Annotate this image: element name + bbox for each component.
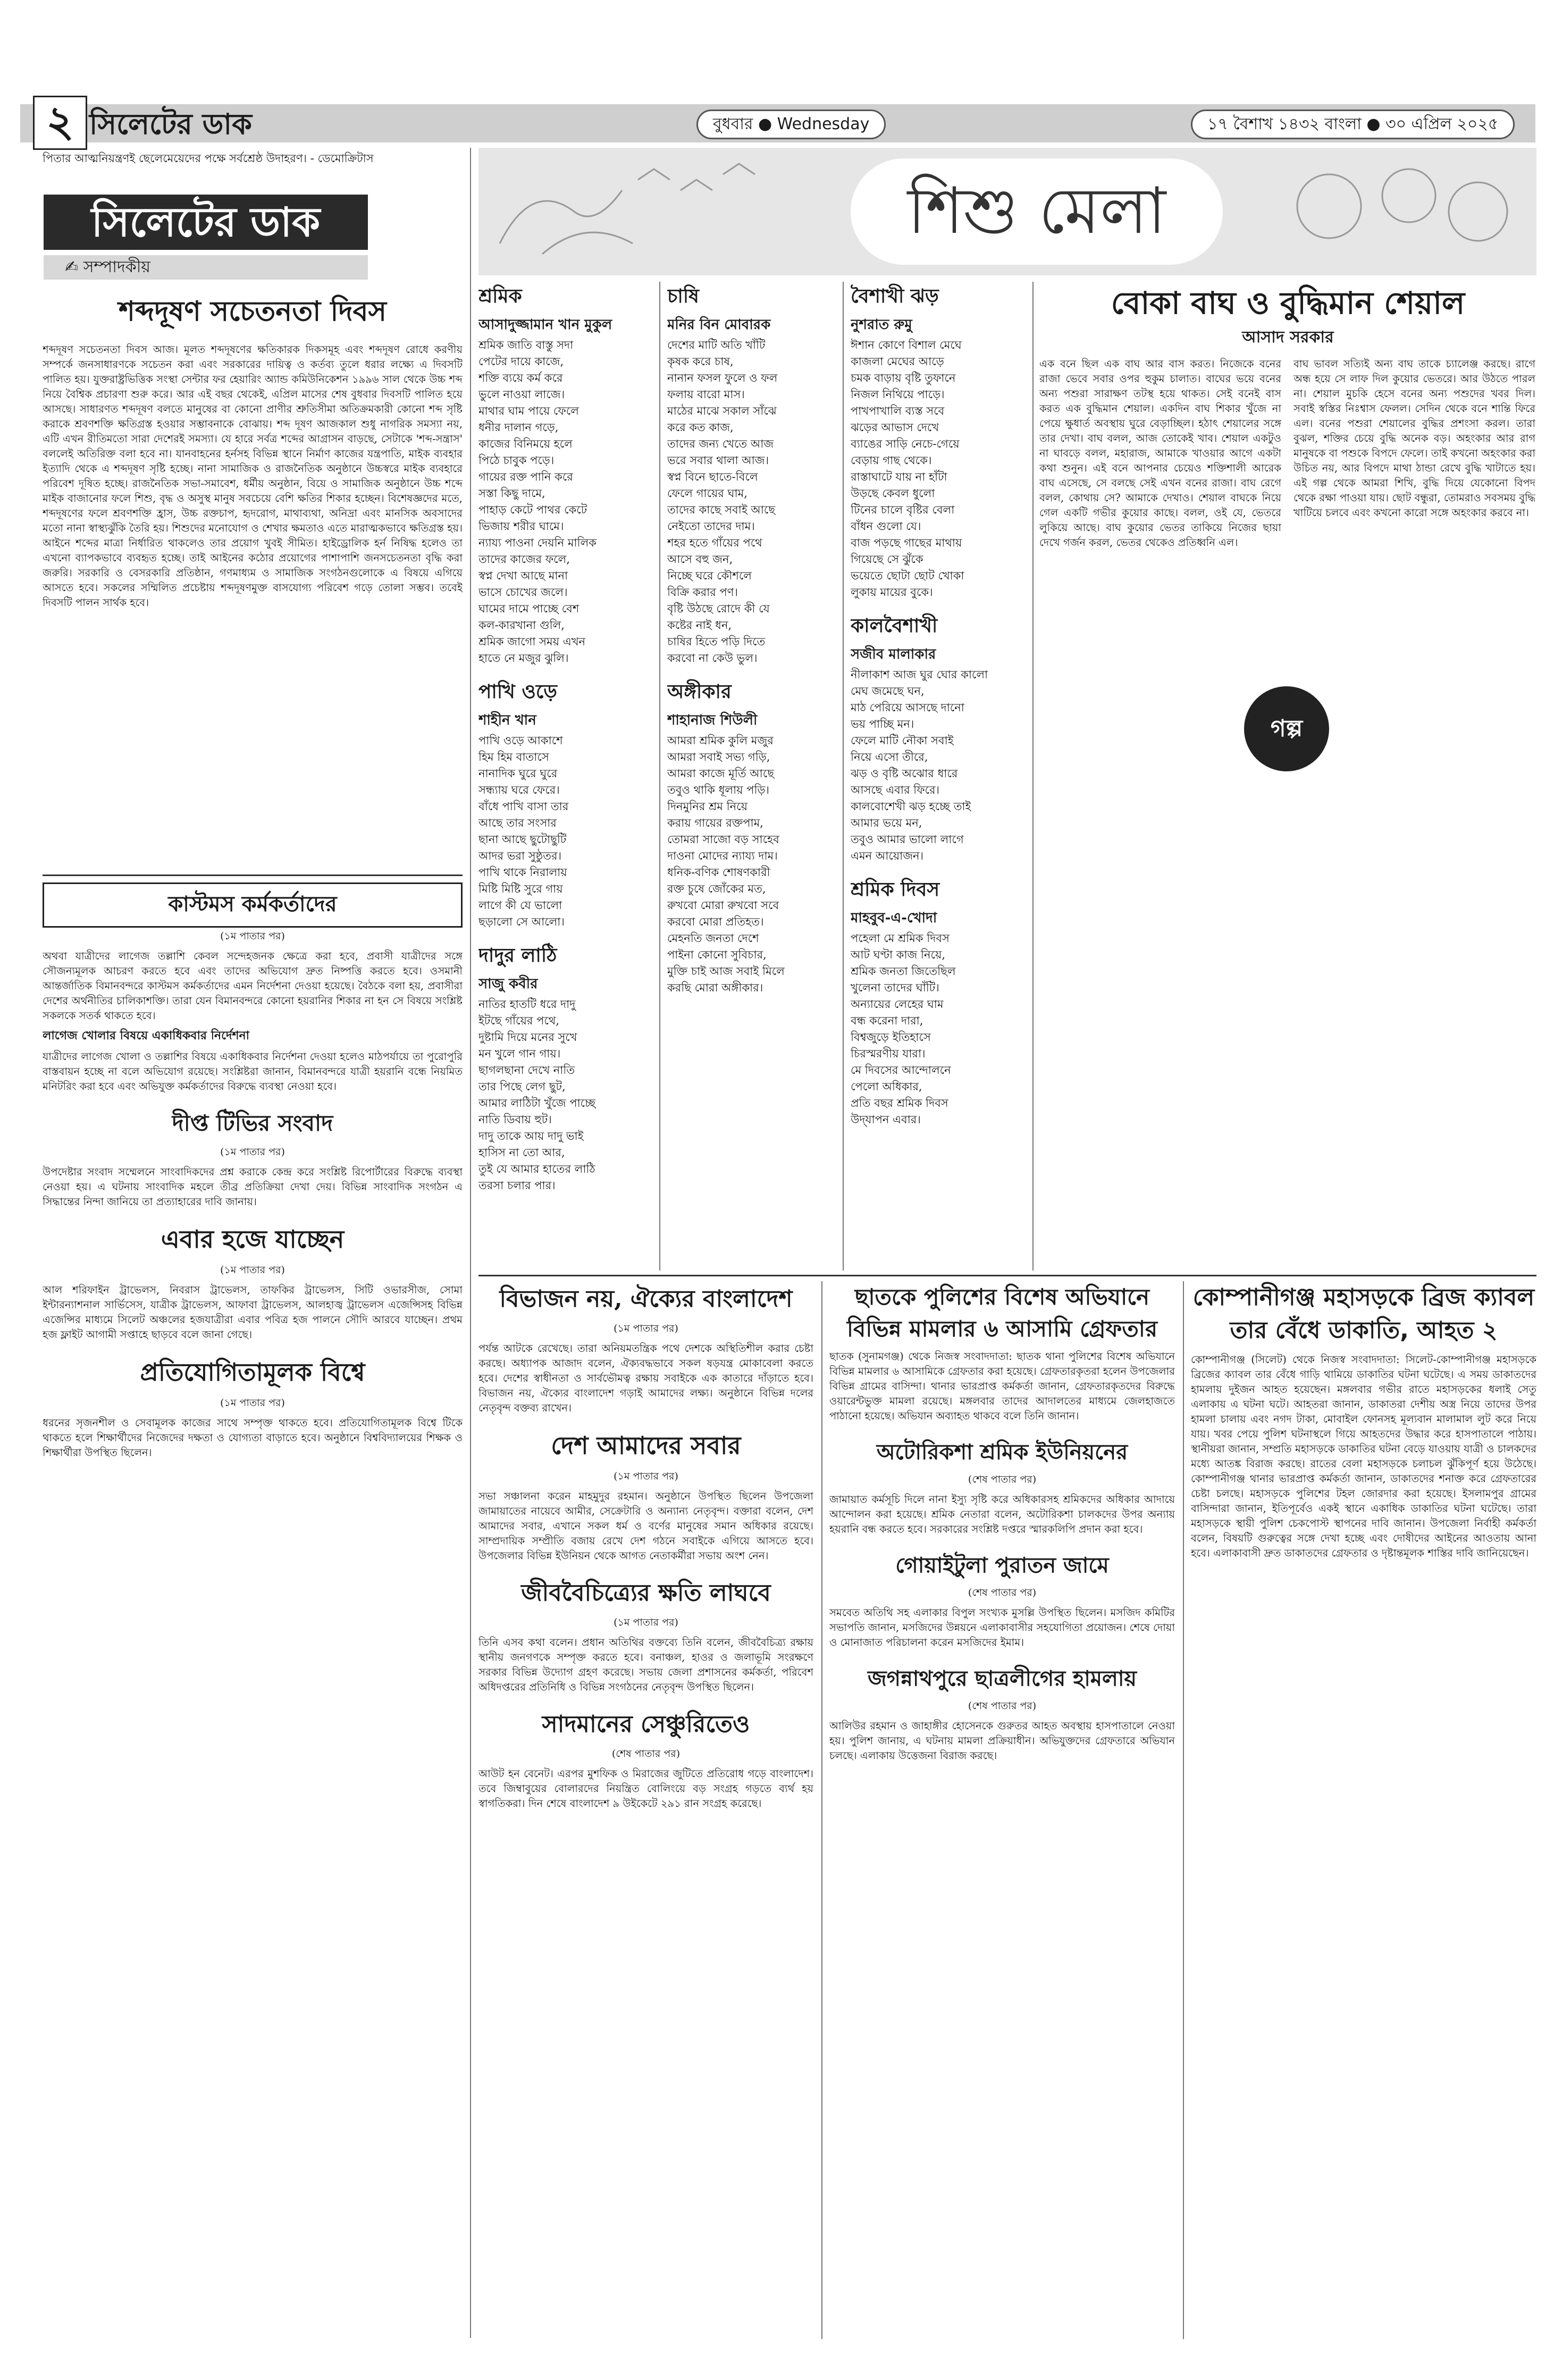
article-title: কাস্টমস কর্মকর্তাদের — [43, 882, 463, 928]
article-body: পর্যন্ত আটকে রেখেছে। তারা অনিয়মতন্ত্রিক পথে দেশকে অস্থিতিশীল করার চেষ্টা করছে। অধ্যাপক আজাদ বলেন, ঐক্যবদ্ধভাবে সকল ষড়যন্ত্র মোকাবেলা করতে হবে। দেশের স্বাধীনতা ও সার্বভৌমত্ব রক্ষায় সবাইকে এক কাতারে দাঁড়াতে হবে। বিভাজন নয়, ঐক্যের বাংলাদেশ গড়াই আমাদের লক্ষ্য। অনুষ্ঠানে বিভিন্ন দলের নেতৃবৃন্দ বক্তব্য রাখেন। — [478, 1342, 813, 1414]
poem-author: আসাদুজ্জামান খান মুকুল — [478, 317, 612, 333]
article-body: আল শরিফাইন ট্রাভেলস, নিবরাস ট্রাভেলস, তাফকির ট্রাভেলস, সিটি ওভারসীজ, সোমা ইন্টারন্যাশনাল সার্ভিসেস, যাত্রীক ট্রাভেলস, আফাবা ট্রাভেলস, আলহাজ্ব ট্রাভেলস এজেন্সিসহ বিভিন্ন এজেন্সির মাধ্যমে সিলেট অঞ্চলের হজযাত্রীরা এবার পবিত্র হজ পালনে সৌদি আরবে যাচ্ছেন। প্রথম হজ ফ্লাইট আগামী সপ্তাহে ছাড়বে বলে জানা গেছে। — [43, 1284, 463, 1341]
article-title: ছাতকে পুলিশের বিশেষ অভিযানে বিভিন্ন মামলার ৬ আসামি গ্রেফতার — [846, 1284, 1158, 1342]
news-column — [478, 1281, 813, 2339]
poem-column — [667, 282, 837, 1271]
poem-title: অঙ্গীকার — [667, 681, 732, 703]
article-body: উপদেষ্টার সংবাদ সম্মেলনে সাংবাদিকদের প্রশ্ন করাকে কেন্দ্র করে সংশ্লিষ্ট রিপোর্টারের বিরুদ্ধে ব্যবস্থা নেওয়া হয়। এ ঘটনায় সাংবাদিক মহলে তীব্র প্রতিক্রিয়া দেখা দেয়। বিভিন্ন সাংবাদিক সংগঠন এ সিদ্ধান্তের নিন্দা জানিয়ে তা প্রত্যাহারের দাবি জানায়। — [43, 1166, 463, 1208]
left-article-list — [43, 882, 463, 2339]
editorial-title: শব্দদূষণ সচেতনতা দিবস — [119, 295, 387, 327]
article-body: তিনি এসব কথা বলেন। প্রধান অতিথির বক্তব্যে তিনি বলেন, জীববৈচিত্র্য রক্ষায় স্থানীয় জনগণকে সম্পৃক্ত করতে হবে। বনাঞ্চল, হাওর ও জলাভূমি সংরক্ষণে সরকার বিভিন্ন উদ্যোগ গ্রহণ করেছে। সভায় জেলা প্রশাসনের কর্মকর্তা, পরিবেশ অধিদপ্তরের প্রতিনিধি ও বিভিন্ন সংগঠনের নেতৃবৃন্দ উপস্থিত ছিলেন। — [478, 1636, 813, 1693]
poem-author: মাহবুব-এ-খোদা — [851, 910, 937, 926]
article-title: গোয়াইটুলা পুরাতন জামে — [895, 1553, 1109, 1578]
poem-column — [478, 282, 654, 1271]
continued-label: (শেষ পাতার পর) — [968, 1474, 1037, 1485]
editorial-body: শব্দদূষণ সচেতনতা দিবস আজ। মূলত শব্দদূষণের ক্ষতিকারক দিকসমূহ এবং শব্দদূষণ রোধে করণীয় সম্পর্কে জনসাধারণকে সচেতন করা এবং সরকারের দায়িত্ব ও কর্তব্য তুলে ধরার লক্ষ্যে এ দিবসটি পালিত হয়। যুক্তরাষ্ট্রভিত্তিক সংস্থা সেন্টার ফর হেয়ারিং অ্যান্ড কমিউনিকেশন ১৯৯৬ সাল থেকে উচ্চ শব্দ নিয়ে বৈশ্বিক প্রচারণা শুরু করে। আর এই বছর থেকেই, এপ্রিল মাসের শেষ বুধবার দিবসটি পালিত হয়ে আসছে। সাধারণত শব্দদূষণ বলতে মানুষের বা কোনো প্রাণীর শ্রুতিসীমা অতিক্রমকারী কোনো শব্দ সৃষ্টি করাকে শ্রবণশক্তি ক্ষতিগ্রস্ত হওয়ার সম্ভাবনাকে বোঝায়। শব্দ দূষণ আজকাল শুধু নাগরিক সমস্যা নয়, এটি এখন রীতিমতো সারা দেশেরই সমস্যা। যে হারে সর্বত্র শব্দের আগ্রাসন বাড়ছে, সেটাকে 'শব্দ-সন্ত্রাস' বললেই অতিরিক্ত বলা হবে না। যানবাহনের হর্নসহ বিভিন্ন স্থানে নির্মাণ কাজের যন্ত্রপাতি, মাইক ব্যবহার ইত্যাদি থেকে এ শব্দদূষণ সৃষ্টি হচ্ছে। নানা সামাজিক ও রাজনৈতিক অনুষ্ঠানে উচ্চস্বরে মাইক ব্যবহারে পরিবেশ দূষিত হচ্ছে। রাজনৈতিক সভা-সমাবেশ, ধর্মীয় অনুষ্ঠান, বিয়ে ও সামাজিক অনুষ্ঠানে উচ্চ শব্দে মাইক বাজানোর ফলে শিশু, বৃদ্ধ ও অসুস্থ মানুষ সবচেয়ে বেশি ক্ষতির শিকার হচ্ছেন। বিশেষজ্ঞদের মতে, শব্দদূষণের ফলে শ্রবণশক্তি হ্রাস, উচ্চ রক্তচাপ, হৃদরোগ, মাথাব্যথা, অনিদ্রা এবং মানসিক অবসাদের মতো নানা স্বাস্থ্যঝুঁকি তৈরি হয়। শিশুদের মনোযোগ ও শেখার ক্ষমতাও এতে মারাত্মকভাবে ক্ষতিগ্রস্ত হয়। আইনে শব্দের মাত্রা নির্ধারিত থাকলেও তার প্রয়োগ খুবই সীমিত। হাইড্রোলিক হর্ন নিষিদ্ধ হলেও তা এখনো ব্যাপকভাবে ব্যবহৃত হচ্ছে। তাই আইনের কঠোর প্রয়োগের পাশাপাশি জনসচেতনতা বৃদ্ধি করা জরুরি। সরকারি ও বেসরকারি প্রতিষ্ঠান, গণমাধ্যম ও সামাজিক সংগঠনগুলোকে এ বিষয়ে এগিয়ে আসতে হবে। সকলের সম্মিলিত প্রচেষ্টায় শব্দদূষণমুক্ত বাসযোগ্য পরিবেশ গড়ে তোলা সম্ভব। তবেই দিবসটি পালন সার্থক হবে। — [43, 343, 463, 609]
article-title: প্রতিযোগিতামূলক বিশ্বে — [140, 1358, 365, 1386]
poem-author: মনির বিন মোবারক — [667, 317, 771, 333]
editorial-section — [43, 290, 463, 867]
poem-text: ঈশান কোণে বিশাল মেঘে কাজলা মেঘের আড়ে চমক বাড়ায় বৃষ্টি তুফানে নিজল নিথিয়ে পাড়ে। পাখপাখালি ব্যস্ত সবে ঝড়ের আভাস দেখে ব্যাঙের সাড়ি নেচে-গেয়ে বেড়ায় গাছ থেকে। রাস্তাঘাটে যায় না হাঁটা উড়ছে কেবল ধুলো টিনের চালে বৃষ্টির বেলা বাঁধন গুলো যে। বাজ পড়ছে গাছের মাথায় গিয়েছে সে ঝুঁকে ভয়েতে ছোটা ছোট খোকা লুকায় মায়ের বুকে। — [851, 339, 964, 599]
article-body: ছাতক (সুনামগঞ্জ) থেকে নিজস্ব সংবাদদাতা: ছাতক থানা পুলিশের বিশেষ অভিযানে বিভিন্ন মামলার ৬ আসামিকে গ্রেফতার করা হয়েছে। গ্রেফতারকৃতরা হলেন উপজেলার বিভিন্ন গ্রামের বাসিন্দা। থানার ভারপ্রাপ্ত কর্মকর্তা জানান, গ্রেফতারকৃতদের বিরুদ্ধে ওয়ারেন্টভুক্ত মামলা রয়েছে। মঙ্গলবার তাদের আদালতের মাধ্যমে জেলহাজতে পাঠানো হয়েছে। অভিযান অব্যাহত থাকবে বলে তিনি জানান। — [829, 1350, 1175, 1422]
poem-title: চাষি — [667, 285, 700, 307]
continued-label: (১ম পাতার পর) — [220, 1146, 285, 1158]
article-title: অটোরিকশা শ্রমিক ইউনিয়নের — [876, 1440, 1128, 1465]
article-title: দেশ আমাদের সবার — [551, 1431, 741, 1460]
article-body: জামায়াত কর্মসূচি দিলে নানা ইস্যু সৃষ্টি করে অধিকারসহ শ্রমিকদের অধিকার আদায়ে আন্দোলন করা হয়েছে। শ্রমিক নেতারা বলেন, অটোরিকশা চালকদের উপর অন্যায় হয়রানি বন্ধ করতে হবে। সরকারের সংশ্লিষ্ট দপ্তরে স্মারকলিপি প্রদান করা হবে। — [829, 1493, 1175, 1535]
poem-title: পাখি ওড়ে — [478, 681, 558, 703]
story-text: বাঘ ভাবল সত্যিই অন্য বাঘ তাকে চ্যালেঞ্জ করছে। রাগে অন্ধ হয়ে সে লাফ দিল কুয়োর ভেতরে। আর উঠতে পারল না। শেয়াল মুচকি হেসে বনের অন্য পশুদের খবর দিল। সবাই স্বস্তির নিঃশ্বাস ফেলল। সেদিন থেকে বনে শান্তি ফিরে এল। বনের পশুরা শেয়ালের বুদ্ধির প্রশংসা করল। তারা বুঝল, শক্তির চেয়ে বুদ্ধি অনেক বড়। অহংকার আর রাগ মানুষকে বা পশুকে বিপদে ফেলে। তাই কখনো অহংকার করা উচিত নয়, আর বিপদে মাথা ঠান্ডা রেখে বুদ্ধি খাটাতে হয়। এই গল্প থেকে আমরা শিখি, বুদ্ধি দিয়ে যেকোনো বিপদ থেকে রক্ষা পাওয়া যায়। ছোট বন্ধুরা, তোমরাও সবসময় বুদ্ধি খাটিয়ে চলবে এবং কখনো কারো সঙ্গে অহংকার করবে না। — [1293, 358, 1535, 519]
article-title: কোম্পানীগঞ্জ মহাসড়কে ব্রিজ ক্যাবল তার বেঁধে ডাকাতি, আহত ২ — [1192, 1284, 1535, 1344]
poem-author: নুশরাত রুমু — [851, 317, 912, 333]
poem-title: শ্রমিক — [478, 285, 522, 307]
continued-label: (শেষ পাতার পর) — [611, 1748, 681, 1760]
poem-title: শ্রমিক দিবস — [851, 879, 940, 901]
poem-text: নীলাকাশ আজ ঘুর ঘোর কালো মেঘ জমেছে ঘন, মাঠ পেরিয়ে আসছে দানো ভয় পাচ্ছি মন। ফেলে মাটি নৌকা সবাই নিয়ে এসো তীরে, ঝড় ও বৃষ্টি অঝোর ধারে আসছে এবার ফিরে। কালবোশেখী ঝড় হচ্ছে তাই আমার ভয়ে মন, তবুও আমার ভালো লাগে এমন আয়োজন। — [851, 668, 988, 862]
article-body: আলিউর রহমান ও জাহাঙ্গীর হোসেনকে গুরুতর আহত অবস্থায় হাসপাতালে নেওয়া হয়। পুলিশ জানায়, এ ঘটনায় মামলা প্রক্রিয়াধীন। অভিযুক্তদের গ্রেফতারে অভিযান চলছে। এলাকায় উত্তেজনা বিরাজ করছে। — [829, 1720, 1175, 1762]
banner-title: শিশু মেলা — [851, 158, 1223, 265]
story-author: আসাদ সরকার — [1242, 328, 1334, 347]
poem-text: আমরা শ্রমিক কুলি মজুর আমরা সবাই সভ্য গড়ি, আমরা কাজে মূর্তি আছে তবুও থাকি ধূলায় পড়ি। দিনমুনির শ্রম নিয়ে করায় গায়ের রক্তপাম, তোমরা সাজো বড় সাহেব দাওনা মোদের ন্যায্য দাম। ধনিক-বণিক শোষণকারী রক্ত চুষে জোঁকের মত, রুখবো মোরা রুখবো সবে করবো মোরা প্রতিহত। মেহনতি জনতা দেশে পাইনা কোনো সুবিচার, মুক্তি চাই আজ সবাই মিলে করছি মোরা অঙ্গীকার। — [667, 734, 785, 994]
news-column — [1191, 1281, 1536, 2339]
story-section — [1039, 282, 1536, 1271]
continued-label: (১ম পাতার পর) — [220, 1397, 285, 1409]
article-body: সভা সঞ্চালনা করেন মাহমুদুর রহমান। অনুষ্ঠানে উপস্থিত ছিলেন উপজেলা জামায়াতের নায়েবে আমীর, সেক্রেটারি ও অন্যান্য নেতৃবৃন্দ। বক্তারা বলেন, দেশ আমাদের সবার, এখানে সকল ধর্ম ও বর্ণের মানুষের সমান অধিকার রয়েছে। সাম্প্রদায়িক সম্প্রীতি বজায় রেখে দেশ গঠনে সবাইকে এগিয়ে আসতে হবে। উপজেলার বিভিন্ন ইউনিয়ন থেকে আগত নেতাকর্মীরা সভায় অংশ নেন। — [478, 1490, 813, 1562]
date-label: ১৭ বৈশাখ ১৪৩২ বাংলা ● ৩০ এপ্রিল ২০২৫ — [1191, 110, 1515, 139]
continued-label: (১ম পাতার পর) — [614, 1323, 678, 1334]
continued-label: (১ম পাতার পর) — [220, 1264, 285, 1276]
poem-author: সজীব মালাকার — [851, 646, 936, 662]
article-title: দীপ্ত টিভির সংবাদ — [172, 1110, 333, 1136]
article-body: কোম্পানীগঞ্জ (সিলেট) থেকে নিজস্ব সংবাদদাতা: সিলেট-কোম্পানীগঞ্জ মহাসড়কে ব্রিজের ক্যাবল তার বেঁধে গাড়ি থামিয়ে ডাকাতির ঘটনা ঘটেছে। এ সময় ডাকাতদের হামলায় দুইজন আহত হয়েছেন। মঙ্গলবার গভীর রাতে মহাসড়কের ধলাই সেতু এলাকায় এ ঘটনা ঘটে। আহতরা জানান, ডাকাতরা দেশীয় অস্ত্র নিয়ে তাদের উপর হামলা চালায় এবং নগদ টাকা, মোবাইল ফোনসহ মূল্যবান মালামাল লুট করে নিয়ে যায়। খবর পেয়ে পুলিশ ঘটনাস্থলে গিয়ে আহতদের উদ্ধার করে হাসপাতালে পাঠায়। স্থানীয়রা জানান, সম্প্রতি মহাসড়কে ডাকাতির ঘটনা বেড়ে যাওয়ায় যাত্রী ও চালকদের মধ্যে আতঙ্ক বিরাজ করছে। রাতের বেলা মহাসড়কে চলাচল ঝুঁকিপূর্ণ হয়ে উঠেছে। কোম্পানীগঞ্জ থানার ভারপ্রাপ্ত কর্মকর্তা জানান, ডাকাতদের শনাক্ত করে গ্রেফতারের চেষ্টা চলছে। মহাসড়কে পুলিশের টহল জোরদার করা হয়েছে। ইসলামপুর গ্রামের বাসিন্দারা জানান, ইতিপূর্বেও একই স্থানে একাধিক ডাকাতির ঘটনা ঘটেছে। তারা মহাসড়কে স্থায়ী পুলিশ চেকপোস্ট স্থাপনের দাবি জানান। উপজেলা নির্বাহী কর্মকর্তা বলেন, বিষয়টি গুরুত্বের সঙ্গে দেখা হচ্ছে এবং দোষীদের আইনের আওতায় আনা হবে। এলাকাবাসী দ্রুত ডাকাতদের গ্রেফতার ও দৃষ্টান্তমূলক শাস্তির দাবি জানিয়েছেন। — [1191, 1353, 1536, 1559]
continued-label: (১ম পাতার পর) — [614, 1470, 678, 1482]
editorial-logo: সিলেটের ডাক — [44, 195, 368, 250]
poem-title: বৈশাখী ঝড় — [851, 285, 939, 307]
story-title: বোকা বাঘ ও বুদ্ধিমান শেয়াল — [1111, 285, 1465, 321]
article-title: জগন্নাথপুরে ছাত্রলীগের হামলায় — [868, 1666, 1137, 1691]
article-body: অথবা যাত্রীদের লাগেজ তল্লাশি কেবল সন্দেহজনক ক্ষেত্রে করা হবে, প্রবাসী যাত্রীদের সঙ্গে সৌজন্যমূলক আচরণ করতে হবে এবং তাদের অভিযোগ দ্রুত নিষ্পত্তি করতে হবে। ওসমানী আন্তর্জাতিক বিমানবন্দরে কাস্টমস কর্মকর্তাদের এমন নির্দেশনা দেওয়া হয়েছে। বৈঠকে বলা হয়, প্রবাসীরা দেশের অর্থনীতির চালিকাশক্তি। তারা যেন বিমানবন্দরে কোনো হয়রানির শিকার না হন সে বিষয়ে সংশ্লিষ্ট সকলকে সতর্ক থাকতে হবে। — [43, 950, 463, 1022]
pen-icon: ✍ — [65, 258, 83, 276]
article-title: এবার হজে যাচ্ছেন — [161, 1225, 345, 1254]
article-body: সমবেত অতিথি সহ এলাকার বিপুল সংখ্যক মুসল্লি উপস্থিত ছিলেন। মসজিদ কমিটির সভাপতি জানান, মসজিদের উন্নয়নে এলাকাবাসীর সহযোগিতা প্রয়োজন। শেষে দোয়া ও মোনাজাত পরিচালনা করেন মসজিদের ইমাম। — [829, 1607, 1175, 1649]
poem-title: কালবৈশাখী — [851, 615, 938, 637]
article-subhead: লাগেজ খোলার বিষয়ে একাধিকবার নির্দেশনা — [43, 1029, 250, 1042]
article-body: ধরনের সৃজনশীল ও সেবামূলক কাজের সাথে সম্পৃক্ত থাকতে হবে। প্রতিযোগিতামূলক বিশ্বে টিকে থাকতে হলে শিক্ষার্থীদের নিজেদের দক্ষতা ও যোগ্যতা বাড়াতে হবে। অনুষ্ঠানে বিশ্ববিদ্যালয়ের শিক্ষক ও শিক্ষার্থীরা উপস্থিত ছিলেন। — [43, 1417, 463, 1459]
continued-label: (শেষ পাতার পর) — [968, 1587, 1037, 1599]
article-body: যাত্রীদের লাগেজ খোলা ও তল্লাশির বিষয়ে একাধিকবার নির্দেশনা দেওয়া হলেও মাঠপর্যায়ে তা পুরোপুরি বাস্তবায়ন হচ্ছে না বলে অভিযোগ রয়েছে। সংশ্লিষ্টরা জানান, বিমানবন্দরে যাত্রী হয়রানি বন্ধে নিয়মিত মনিটরিং করা হবে এবং অভিযুক্ত কর্মকর্তাদের বিরুদ্ধে ব্যবস্থা নেওয়া হবে। — [43, 1050, 463, 1092]
poem-author: শাহীন খান — [478, 712, 536, 728]
story-badge: গল্প — [1244, 686, 1329, 771]
poem-text: পাখি ওড়ে আকাশে হিম হিম বাতাসে নানাদিক ঘুরে ঘুরে সন্ধ্যায় ঘরে ফেরে। বাঁধে পাখি বাসা তার আছে তার সংসার ছানা আছে ছুটোছুটি আদর ভরা সুষ্ঠুতর। পাখি থাকে নিরালায় মিষ্টি মিষ্টি সুরে গায় লাগে কী যে ভালো ছড়ালো সে আলো। — [478, 734, 569, 928]
poem-author: শাহানাজ শিউলী — [667, 712, 758, 728]
poem-column — [851, 282, 1026, 1271]
article-title: সাদমানের সেঞ্চুরিতেও — [542, 1711, 750, 1738]
weekday-label: বুধবার ● Wednesday — [696, 110, 886, 139]
page-number: ২ — [33, 96, 87, 150]
poem-text: পহেলা মে শ্রমিক দিবস আট ঘণ্টা কাজ নিয়ে, শ্রমিক জনতা জিতেছিল খুলেনা তাদের ঘাঁটি। অন্যায়ের লেহের ঘাম বন্ধ করেনা দারা, বিশ্বজুড়ে ইতিহাসে চিরস্মরণীয় যারা। মে দিবসের আন্দোলনে পেলো অধিকার, প্রতি বছর শ্রমিক দিবস উদ্‌যাপন এবার। — [851, 932, 956, 1126]
story-text: এক বনে ছিল এক বাঘ আর বাস করত। নিজেকে বনের রাজা ভেবে সবার ওপর হুকুম চালাত। বাঘের ভয়ে বনের অন্য পশুরা সারাক্ষণ তটস্থ হয়ে থাকত। সেই বনেই বাস করত এক বুদ্ধিমান শেয়াল। একদিন বাঘ শিকার খুঁজে না পেয়ে ক্ষুধার্ত অবস্থায় ঘুরে বেড়াচ্ছিল। হঠাৎ শেয়ালের সঙ্গে তার দেখা। বাঘ বলল, আজ তোকেই খাব। শেয়াল একটুও না ঘাবড়ে বলল, মহারাজ, আমাকে খাওয়ার আগে একটা কথা শুনুন। এই বনে আপনার চেয়েও শক্তিশালী আরেক বাঘ এসেছে, সে বলছে সেই এখন বনের রাজা। বাঘ রেগে বলল, কোথায় সে? আমাকে দেখাও। শেয়াল বাঘকে নিয়ে গেল একটি গভীর কুয়োর কাছে। বলল, ওই যে, ভেতরে লুকিয়ে আছে। বাঘ কুয়োর ভেতর তাকিয়ে নিজের ছায়া দেখে গর্জন করল, ভেতর থেকেও প্রতিধ্বনি এল। — [1039, 358, 1281, 549]
shishu-mela-banner — [478, 148, 1536, 275]
poem-text: দেশের মাটি অতি খাঁটি কৃষক করে চাষ, নানান ফসল ফুলে ও ফল ফলায় বারো মাস। মাঠের মাঝে সকাল সাঁঝে করে কত কাজ, তাদের জন্য খেতে আজ ভরে সবার থালা আজ। স্বপ্ন বিনে ছাতে-বিলে ফেলে গায়ের ঘাম, তাদের কাছে সবাই আছে নেইতো তাদের দাম। শহর হতে গাঁয়ের পথে আসে বহু জন, নিচ্ছে ঘরে কৌশলে বিক্রি করার পণ। বৃষ্টি উঠছে রোদে কী যে কষ্টের নাই ধন, চাষির হিতে পড়ি দিতে করবো না কেউ ভুল। — [667, 339, 778, 665]
article-title: বিভাজন নয়, ঐক্যের বাংলাদেশ — [499, 1285, 793, 1313]
poem-title: দাদুর লাঠি — [478, 945, 557, 966]
poem-author: সাজু কবীর — [478, 976, 538, 992]
editorial-label: ✍ সম্পাদকীয় — [44, 255, 368, 280]
article-body: আউট হন বেনেট। এরপর মুশফিক ও মিরাজের জুটিতে প্রতিরোধ গড়ে বাংলাদেশ। তবে জিম্বাবুয়ের বোলারদের নিয়ন্ত্রিত বোলিংয়ে বড় সংগ্রহ গড়তে ব্যর্থ হয় স্বাগতিকরা। দিন শেষে বাংলাদেশ ৯ উইকেটে ২৯১ রান সংগ্রহ করেছে। — [478, 1768, 813, 1810]
continued-label: (১ম পাতার পর) — [220, 930, 285, 942]
continued-label: (শেষ পাতার পর) — [968, 1700, 1037, 1712]
poem-text: নাতির হাতটি ধরে দাদু ইটছে গাঁয়ের পথে, দুষ্টামি দিয়ে মনের সুখে মন খুলে গান গায়। ছাগলছানা দেখে নাতি তার পিছে লেগ ছুট, আমার লাঠিটা খুঁজে পাচ্ছে নাতি ডিবায় হুট। দাদু তাকে আয় দাদু ভাই হাসিস না তো আর, তুই যে আমার হাতের লাঠি তরসা চলার পার। — [478, 998, 596, 1192]
article-title: জীববৈচিত্র্যের ক্ষতি লাঘবে — [521, 1579, 771, 1607]
continued-label: (১ম পাতার পর) — [614, 1617, 678, 1628]
poem-text: শ্রমিক জাতি বাস্তু সদা পেটের দায়ে কাজে, শক্তি ব্যয়ে কর্ম করে ভুলে নাওয়া লাজে। মাথার ঘাম পায়ে ফেলে ধনীর দালান গড়ে, কাজের বিনিময়ে হলে পিঠে চাবুক পড়ে। গায়ের রক্ত পানি করে সস্তা কিছু দামে, পাহাড় কেটে পাথর কেটে ভিজায় শরীর ঘামে। ন্যায্য পাওনা দেয়নি মালিক তাদের কাজের ফলে, স্বপ্ন দেখা আছে মানা ভাসে চোখের জলে। ঘামের দামে পাচ্ছে বেশ কল-কারখানা গুলি, শ্রমিক জাগো সময় এখন হাতে নে মজুর ঝুলি। — [478, 339, 597, 665]
news-column — [829, 1281, 1175, 2339]
quote-strip: পিতার আত্মনিয়ন্ত্রণই ছেলেমেয়েদের পক্ষে সর্বশ্রেষ্ঠ উদাহরণ। - ডেমোক্রিটাস — [43, 152, 374, 165]
header-logo: সিলেটের ডাক — [89, 107, 252, 141]
